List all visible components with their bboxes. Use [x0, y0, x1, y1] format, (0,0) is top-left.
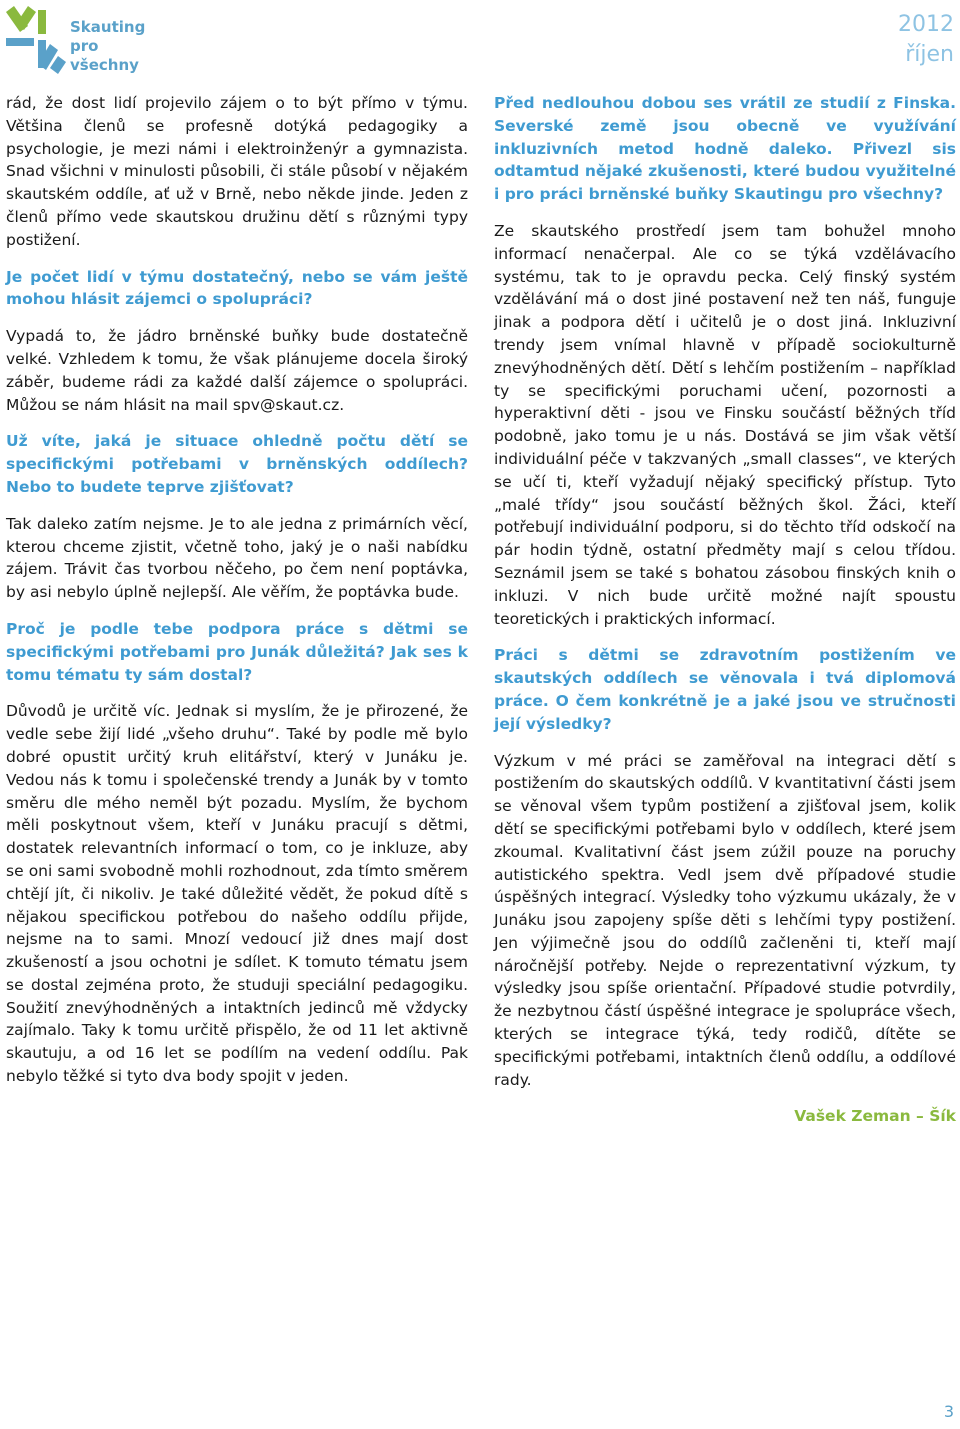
question-heading: Před nedlouhou dobou ses vrátil ze studií z Finska. Severské země jsou obecně ve využívání inkluzivních metod hodně daleko. Přivezl sis odtamtud nějaké zkušenosti, které budou využitelné i pro práci brněnské buňky Skautingu pro všechny? [494, 94, 956, 204]
answer-paragraph: Důvodů je určitě víc. Jednak si myslím, že je přirozené, že vedle sebe žijí lidé „všeho druhu“. Také by podle mě bylo dobré opustit určitý kruh elitářství, který v Junáku je. Vedou nás k tomu i společenské trendy a Junák by v tomto směru dle mého neměl být pozadu. Myslím, že bychom měli poskytnout všem, kteří v Junáku pracují s dětmi, dostatek relevantních informací o tom, co je inkluze, aby se oni sami svobodně mohli rozhodnout, zda tímto směrem chtějí jít, či nikoliv. Je také důležité vědět, že pokud dítě s nějakou specifickou potřebou do našeho oddílu přijde, nejsme na to sami. Mnozí vedoucí již dnes mají dost zkušeností a jsou ochotni je sdílet. K tomuto tématu jsem se dostal zejména proto, že studuji speciální pedagogiku. Soužití znevýhodněných a intaktních jedinců mě vždycky zajímalo. Taky k tomu určitě přispělo, že od 11 let aktivně skautuju, a od 16 let se podílím na vedení oddílu. Pak nebylo těžké si tyto dva body spojit v jeden. [6, 702, 468, 1086]
question-heading: Proč je podle tebe podpora práce s dětmi se specifickými potřebami pro Junák důležitá? Jak ses k tomu tématu ty sám dostal? [6, 619, 468, 684]
issue-date [898, 10, 954, 70]
page-number: 3 [943, 1402, 954, 1421]
skauting-logo [6, 6, 156, 76]
fleur-arrows-icon [6, 6, 68, 76]
page-header [0, 0, 960, 80]
left-column [6, 92, 468, 1102]
issue-year: 2012 [898, 12, 954, 37]
answer-paragraph: Výzkum v mé práci se zaměřoval na integraci dětí s postižením do skautských oddílů. V kvantitativní části jsem se věnoval všem typům postižení a zjišťoval jsem, kolik dětí se specifickými potřebami bylo v oddílech, které jsem zkoumal. Kvalitativní část jsem zúžil pouze na poruchy autistického spektra. Vedl jsem dvě případové studie úspěšných integrací. Výsledky toho výzkumu ukázaly, že v Junáku jsou zapojeny spíše děti s lehčími typy postižení. Jen výjimečně jsou do oddílů začleněni ti, kteří mají náročnější potřeby. Nejde o reprezentativní výzkum, ty výsledky jsou spíše orientační. Případové studie potvrdily, že nezbytnou částí úspěšné integrace je spolupráce všech, kterých se integrace týká, tedy rodičů, dítěte se specifickými potřebami, intaktních členů oddílu, a oddílové rady. [494, 751, 956, 1089]
logo-line-1: Skauting [70, 18, 146, 36]
issue-month: říjen [905, 42, 954, 67]
answer-paragraph: Tak daleko zatím nejsme. Je to ale jedna z primárních věcí, kterou chceme zjistit, včetně toho, jaký je o naši nabídku zájem. Trávit čas tvorbou něčeho, po čem není poptávka, by asi nebylo úplně nejlepší. Ale věřím, že poptávka bude. [6, 514, 468, 602]
right-column [494, 92, 956, 1128]
answer-paragraph: Ze skautského prostředí jsem tam bohužel mnoho informací nenačerpal. Ale co se týká vzdělávacího systému, tak to je opravdu pecka. Celý finský systém vzdělávání má o dost jiné postavení než ten náš, funguje jinak a podpora dětí i učitelů je o dost jiná. Inkluzivní trendy jsem vnímal hlavně v případě sociokulturně znevýhodněných dětí. Dětí s lehčím postižením – například ty se specifickými poruchami učení, pozornosti a hyperaktivní děti - jsou ve Finsku součástí běžných tříd podobně, jako tomu je u nás. Dostává se jim však větší individuální péče v takzvaných „small classes“, ve kterých se učí ti, kteří vyžadují nějaký specifický přístup. Tyto „malé třídy“ jsou součástí běžných škol. Žáci, kteří potřebují individuální podporu, si do těchto tříd odskočí na pár hodin týdně, ostatní předměty mají s celou třídou. Seznámil jsem se také s bohatou zásobou finských knih o inkluzi. V nich bude určitě možné najít spoustu teoretických i praktických informací. [494, 221, 956, 628]
logo-text [70, 18, 156, 75]
question-heading: Už víte, jaká je situace ohledně počtu dětí se specifickými potřebami v brněnských oddílech? Nebo to budete teprve zjišťovat? [6, 432, 468, 496]
question-heading: Práci s dětmi se zdravotním postižením ve skautských oddílech se věnovala i tvá diplomová práce. O čem konkrétně je a jaké jsou ve stručnosti její výsledky? [494, 646, 956, 733]
question-heading: Je počet lidí v týmu dostatečný, nebo se vám ještě mohou hlásit zájemci o spolupráci? [6, 267, 468, 309]
answer-paragraph: Vypadá to, že jádro brněnské buňky bude dostatečně velké. Vzhledem k tomu, že však plánujeme docela široký záběr, budeme rádi za každé další zájemce o spolupráci. Můžou se nám hlásit na mail spv@skaut.cz. [6, 327, 468, 414]
paragraph: rád, že dost lidí projevilo zájem o to být přímo v týmu. Většina členů se profesně dotýká pedagogiky a psychologie, je mezi námi i elektroinženýr a gymnazista. Snad všichni v minulosti působili, či stále působí v nějakém skautském oddíle, ať už v Brně, nebo někde jinde. Jeden z členů přímo vede skautskou družinu dětí s různými typy postižení. [6, 94, 468, 249]
logo-line-2: pro všechny [70, 37, 139, 74]
author-signature: Vašek Zeman – Šík [794, 1107, 956, 1126]
